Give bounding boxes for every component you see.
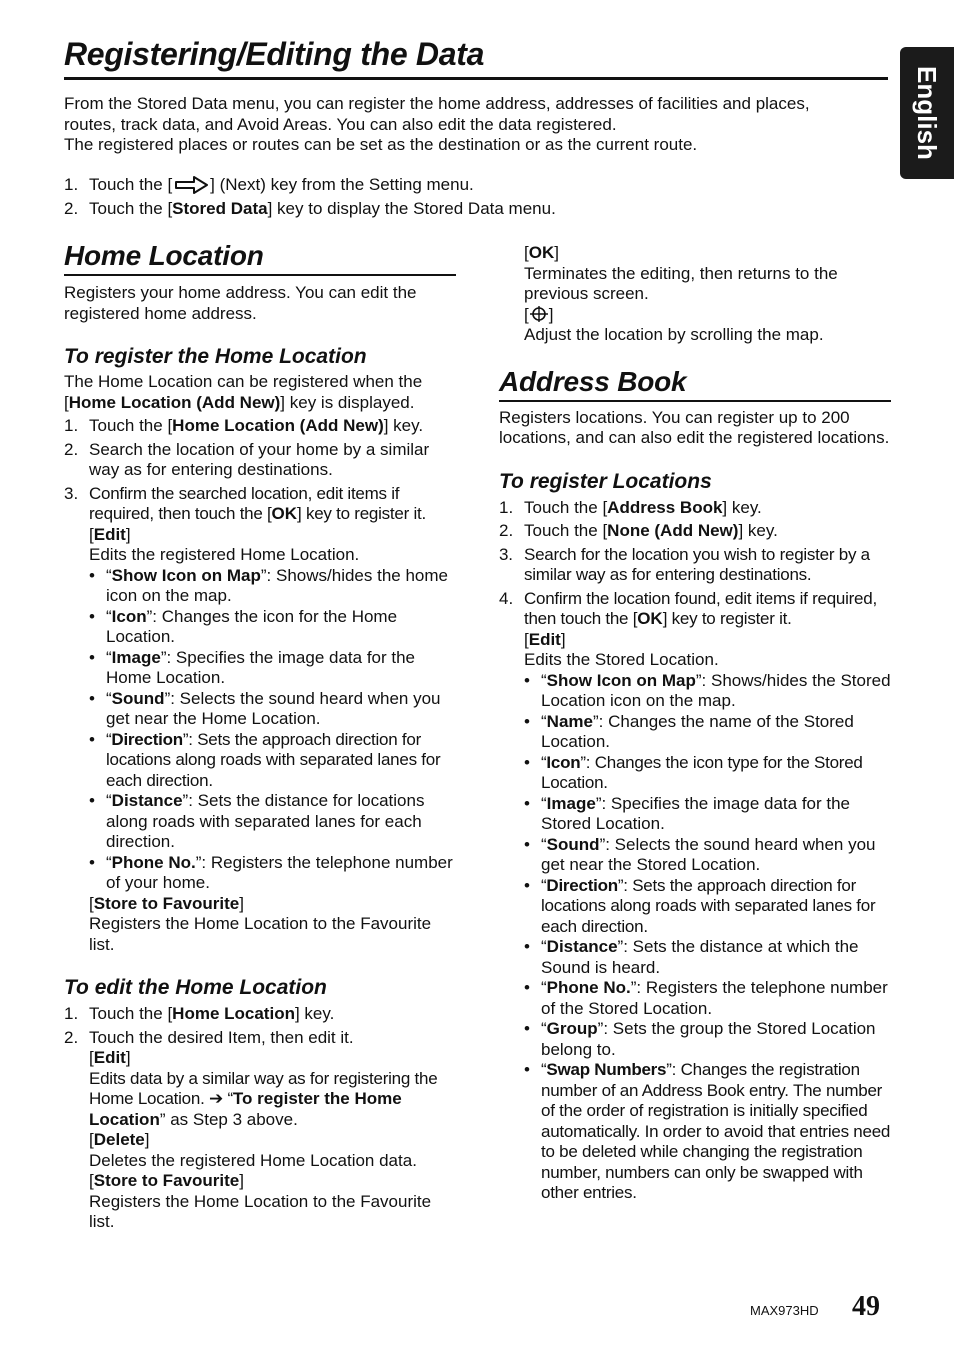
step-number: 3. [64,483,79,503]
step-text: Search the location of your home by a similar way as for entering destinations. [89,439,430,479]
edit-items-list [89,566,456,894]
key-label: OK [637,609,663,628]
step-text: ] key. [383,416,424,435]
edit-key-block: [Edit] [89,524,131,544]
item-desc: ”: Registers the telephone number of the Stored Location. [541,978,888,1018]
setup-step [64,175,884,199]
store-key-block: [Store to Favourite] [89,1171,244,1190]
item-name: Sound [111,688,165,708]
step-number: 1. [64,175,79,194]
next-arrow-icon [172,176,210,194]
delete-key-block: [Delete] [89,1130,150,1149]
list-item: • “Image”: Specifies the image data for the Home Location. [89,648,456,689]
step-number: 1. [64,1004,79,1023]
key-description: Adjust the location by scrolling the map. [524,325,824,344]
item-name: Group [546,1019,598,1038]
item-name: Show Icon on Map [546,670,696,690]
item-desc: ”: Sets the approach direction for locations along roads with separated lanes for each direction. [541,875,876,936]
step-number: 2. [499,521,514,540]
item-desc: ”: Specifies the image data for the Stored Location. [541,793,851,833]
register-home-steps [64,416,456,955]
key-label: Address Book [607,497,723,517]
language-tab [900,47,954,179]
list-item: • “Sound”: Selects the sound heard when you get near the Home Location. [89,689,456,730]
list-item: • “Show Icon on Map”: Shows/hides the Stored Location icon on the map. [524,671,891,712]
item-name: Distance [111,791,183,810]
key-label: Store to Favourite [93,893,240,913]
key-label: OK [271,504,298,523]
step-text-post: ] key to display the Stored Data menu. [267,199,556,218]
intro-line: From the Stored Data menu, you can register the home address, addresses of facilities and places, [64,94,810,113]
list-item [64,1028,456,1233]
item-name: Icon [111,606,147,626]
subsection-title-register-home: To register the Home Location [64,345,367,368]
key-description: Edits the Stored Location. [524,650,719,669]
list-item: • “Icon”: Changes the icon type for the Stored Location. [524,753,891,794]
list-item: • “Distance”: Sets the distance for locations along roads with separated lanes for each direction. [89,791,456,853]
item-desc: ”: Changes the registration number of an Address Book entry. The number of the order of registration is initially specified automatically. In order to avoid that entries need to be deleted while changing the registration number, numbers can only be swapped with other entries. [541,1060,891,1202]
step-number: 3. [499,544,513,564]
key-description: Edits the registered Home Location. [89,545,360,564]
item-name: Name [546,711,593,731]
page-number: 49 [852,1291,880,1322]
list-item: • “Image”: Specifies the image data for the Stored Location. [524,794,891,835]
key-label: Edit [528,629,561,649]
item-desc: ”: Changes the name of the Stored Location. [541,711,854,751]
key-description [89,1069,456,1131]
list-item: • “Direction”: Sets the approach direction for locations along roads with separated lanes for each direction. [89,730,456,792]
list-item: • “Icon”: Changes the icon for the Home Location. [89,607,456,648]
step-number: 2. [64,439,79,459]
store-key-block: [Store to Favourite] [89,893,244,913]
page-title: Registering/Editing the Data [64,36,485,72]
item-name: Show Icon on Map [111,565,261,585]
key-label: Stored Data [172,199,268,218]
list-item: • “Swap Numbers”: Changes the registration number of an Address Book entry. The number of the order of registration is initially specified automatically. In order to avoid that entries need to be deleted while changing the registration number, numbers can only be swapped with other entries. [524,1060,891,1204]
list-item [499,521,891,542]
edit-home-steps [64,1004,456,1233]
key-label: Home Location [172,1004,295,1023]
step-text: Touch the [ [524,521,608,540]
section-title-address-book: Address Book [499,365,687,397]
step-text: ] key. [722,497,762,517]
left-column [64,240,456,1233]
item-desc: ”: Changes the icon for the Home Location. [106,606,398,646]
list-item [64,416,456,437]
list-item: • “Show Icon on Map”: Shows/hides the home icon on the map. [89,566,456,607]
key-label: OK [528,243,555,262]
edit-key-block: [Edit] [89,1048,131,1067]
item-desc: ”: Changes the icon type for the Stored Location. [541,752,863,792]
key-label: Store to Favourite [93,1171,240,1190]
intro-paragraph [64,94,884,156]
list-item: • “Name”: Changes the name of the Stored Location. [524,712,891,753]
edit-items-list [524,671,891,1204]
item-name: Phone No. [111,852,196,872]
step-text: Search for the location you wish to register by a similar way as for entering destinations. [524,544,870,584]
step-text-post: ] (Next) key from the Setting menu. [210,175,474,194]
key-description: Terminates the editing, then returns to the previous screen. [524,263,838,303]
list-item: • “Group”: Sets the group the Stored Location belong to. [524,1019,891,1060]
key-label: Delete [93,1130,145,1149]
right-column [499,243,891,1204]
item-name: Image [111,647,161,667]
step-text: ] key to register it. [662,609,792,628]
item-desc: ”: Sets the approach direction for locations along roads with separated lanes for each direction. [106,729,441,790]
desc-text: ” as Step 3 above. [159,1109,298,1129]
step-text: ] key. [738,521,778,540]
setup-steps [64,175,884,220]
step-number: 4. [499,588,514,608]
step-text: Touch the [ [89,1004,173,1023]
item-name: Sound [546,834,600,854]
register-note [64,372,456,413]
step-text: ] key. [294,1004,335,1023]
item-desc: ”: Selects the sound heard when you get near the Stored Location. [541,834,876,874]
list-item [64,1004,456,1025]
list-item: • “Sound”: Selects the sound heard when you get near the Stored Location. [524,835,891,876]
key-description: Registers the Home Location to the Favourite list. [89,1191,432,1231]
key-label: Home Location (Add New) [68,392,281,412]
cross-reference: To register the Home Location [89,1089,402,1129]
list-item: • “Phone No.”: Registers the telephone number of your home. [89,853,456,894]
step-text: Touch the desired Item, then edit it. [89,1027,354,1047]
list-item [499,589,891,1204]
ok-key-block: [OK] Terminates the editing, then returns to the previous screen. [ ] Adjust the location by scrolling the map. [499,243,891,346]
item-desc: ”: Sets the distance for locations along roads with separated lanes for each direction. [106,791,425,851]
crosshair-icon [529,305,549,323]
section-title-home-location: Home Location [64,240,264,271]
item-desc: ”: Selects the sound heard when you get near the Home Location. [106,688,441,728]
step-number: 1. [64,416,79,435]
item-name: Icon [546,752,581,772]
item-desc: ”: Specifies the image data for the Home Location. [106,647,416,687]
key-label: Edit [93,524,126,544]
list-item: • “Direction”: Sets the approach direction for locations along roads with separated lanes for each direction. [524,876,891,938]
list-item: • “Distance”: Sets the distance at which the Sound is heard. [524,937,891,978]
item-name: Distance [546,937,618,956]
item-name: Image [546,793,596,813]
item-desc: ”: Shows/hides the home icon on the map. [106,565,448,605]
section-description: Registers locations. You can register up to 200 locations, and can also edit the registered locations. [499,407,890,447]
list-item [64,440,456,481]
list-item: • “Phone No.”: Registers the telephone number of the Stored Location. [524,978,891,1019]
desc-text: Edits data by a similar way as for registering the Home Location. ➔ “ [89,1068,438,1108]
step-text: ] key to register it. [297,504,426,523]
key-label: Edit [93,1048,126,1067]
item-name: Direction [546,875,618,895]
step-text: Touch the [ [89,416,173,435]
section-description: Registers your home address. You can edit the registered home address. [64,283,417,323]
item-desc: ”: Registers the telephone number of your home. [106,852,453,892]
key-label: Home Location (Add New) [172,416,384,435]
item-name: Direction [111,729,183,749]
list-item [64,484,456,956]
language-tab-label: English [912,66,942,160]
title-rule [64,77,888,80]
setup-step [64,199,884,220]
key-description: Registers the Home Location to the Favourite list. [89,914,432,954]
register-locations-steps [499,498,891,1204]
item-desc: ”: Sets the distance at which the Sound is heard. [541,937,859,977]
subsection-title-edit-home: To edit the Home Location [64,976,327,999]
step-text-pre: Touch the [ [89,175,173,194]
section-rule [499,400,891,402]
step-number: 2. [64,199,79,218]
step-number: 2. [64,1027,79,1047]
item-desc: ”: Sets the group the Stored Location belong to. [541,1019,876,1059]
note-text: ] key is displayed. [280,392,415,412]
intro-line: The registered places or routes can be set as the destination or as the current route. [64,135,698,154]
key-description: Deletes the registered Home Location data. [89,1150,417,1170]
item-desc: ”: Shows/hides the Stored Location icon on the map. [541,670,891,710]
list-item [499,545,891,586]
intro-line: routes, track data, and Avoid Areas. You can also edit the data registered. [64,114,617,134]
item-name: Phone No. [546,978,631,997]
list-item [499,498,891,519]
edit-key-block: [Edit] [524,629,566,649]
step-text: Confirm the searched location, edit items if required, then touch the [ [89,483,400,523]
step-number: 1. [499,497,514,517]
section-rule [64,274,456,276]
step-text-pre: Touch the [ [89,199,173,218]
key-label: None (Add New) [607,521,739,540]
note-text: The Home Location can be registered when the [ [64,372,423,412]
step-text: Touch the [ [524,497,608,517]
footer-model-number: MAX973HD [750,1303,819,1318]
subsection-title-register-locations: To register Locations [499,469,712,493]
step-text: Confirm the location found, edit items if required, then touch the [ [524,588,877,628]
item-name: Swap Numbers [546,1060,667,1079]
